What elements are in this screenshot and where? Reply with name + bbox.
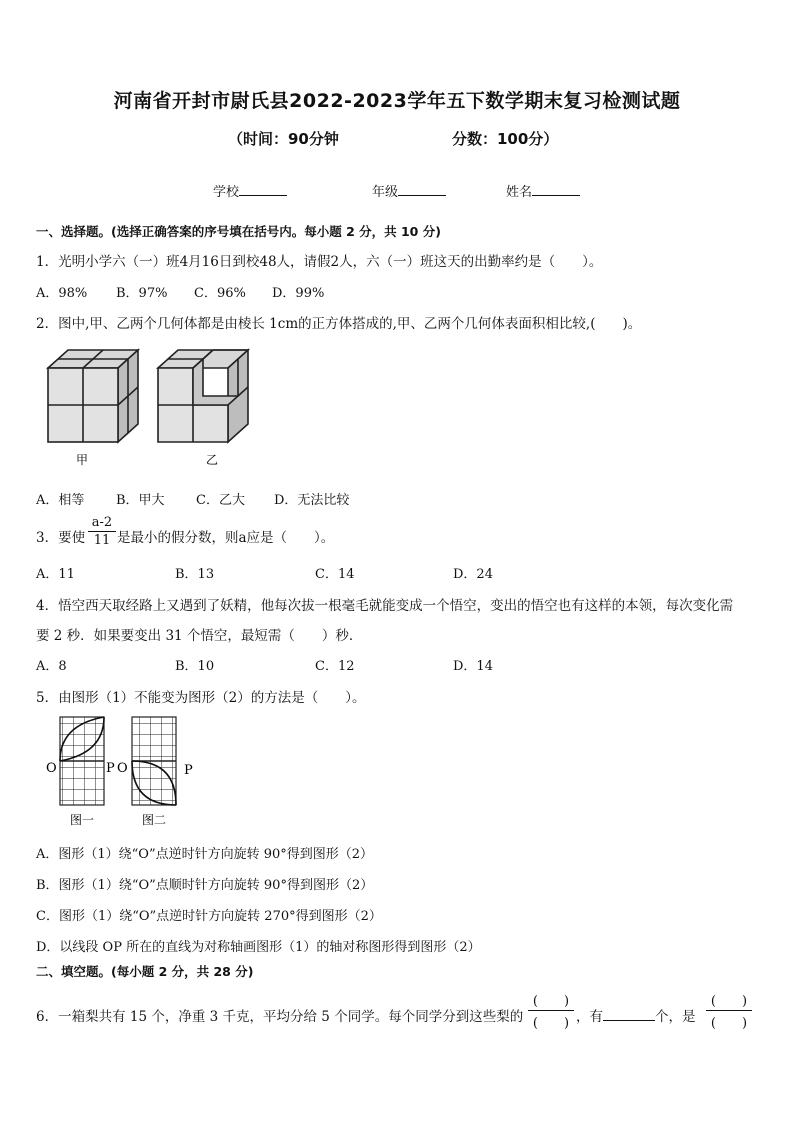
fig-label-2: 图二	[142, 813, 167, 827]
fig-label-1: 图一	[70, 813, 95, 827]
page-title: 河南省开封市尉氏县2022-2023学年五下数学期末复习检测试题	[113, 90, 681, 112]
name-field[interactable]	[506, 181, 580, 200]
q3-option-c[interactable]: C．14	[315, 567, 355, 582]
q6-fraction-blank-2[interactable]	[706, 990, 752, 1031]
question-5: 5．由图形（1）不能变为图形（2）的方法是（ ）。	[36, 690, 366, 706]
q3-option-a[interactable]: A．11	[36, 567, 75, 582]
school-label: 学校	[213, 185, 240, 200]
section-2-heading: 二、填空题。(每小题 2 分，共 28 分)	[36, 964, 254, 979]
grid-figure-1	[60, 717, 104, 805]
school-field[interactable]	[213, 181, 287, 200]
section-1-heading: 一、选择题。(选择正确答案的序号填在括号内。每小题 2 分，共 10 分)	[36, 224, 441, 239]
grade-field[interactable]	[372, 181, 446, 200]
q5-option-d[interactable]: D．以线段 OP 所在的直线为对称轴画图形（1）的轴对称图形得到图形（2）	[36, 940, 481, 955]
question-3-prefix: 3．要使	[36, 530, 86, 546]
q3-fraction-denominator: 11	[93, 533, 111, 548]
q6-frac1-top: ( )	[532, 994, 570, 1009]
question-1: 1．光明小学六（一）班4月16日到校48人，请假2人，六（一）班这天的出勤率约是（ ）。	[36, 254, 603, 270]
q1-option-c[interactable]: C．96%	[194, 286, 246, 301]
fig-label-jia: 甲	[76, 453, 89, 467]
q6-frac2-top: ( )	[710, 994, 748, 1009]
question-6: 6．一箱梨共有 15 个，净重 3 千克，平均分给 5 个同学。每个同学分到这些梨的	[36, 1009, 524, 1025]
q5-option-a[interactable]: A．图形（1）绕“O”点逆时针方向旋转 90°得到图形（2）	[36, 847, 374, 862]
total-score: 分数：100分）	[452, 130, 559, 148]
q1-option-a[interactable]: A．98%	[36, 286, 88, 301]
point-o-2: O	[117, 761, 128, 776]
q5-figure	[40, 712, 210, 832]
cube-jia	[48, 350, 138, 442]
q2-figure	[38, 344, 258, 472]
q5-option-b[interactable]: B．图形（1）绕“O”点顺时针方向旋转 90°得到图形（2）	[36, 878, 374, 893]
name-label: 姓名	[506, 185, 533, 200]
q3-fraction-numerator: a-2	[91, 515, 113, 530]
point-o-1: O	[46, 761, 57, 776]
cube-yi	[158, 350, 248, 442]
q4-option-b[interactable]: B．10	[175, 659, 215, 674]
q4-option-a[interactable]: A．8	[36, 659, 67, 674]
q4-option-d[interactable]: D．14	[453, 659, 493, 674]
q6-frac1-bottom: ( )	[532, 1016, 570, 1031]
q1-option-b[interactable]: B．97%	[116, 286, 168, 301]
q6-count-blank[interactable]	[603, 1008, 655, 1021]
q5-option-c[interactable]: C．图形（1）绕“O”点逆时针方向旋转 270°得到图形（2）	[36, 909, 382, 924]
q2-option-d[interactable]: D．无法比较	[274, 493, 350, 508]
q2-option-b[interactable]: B．甲大	[116, 493, 165, 508]
question-2: 2．图中,甲、乙两个几何体都是由棱长 1cm的正方体搭成的,甲、乙两个几何体表面积相比较,( )。	[36, 316, 642, 332]
q1-option-d[interactable]: D．99%	[272, 286, 325, 301]
q2-option-a[interactable]: A．相等	[36, 493, 85, 508]
q3-option-d[interactable]: D．24	[453, 567, 493, 582]
q3-fraction	[88, 515, 116, 548]
q2-option-c[interactable]: C．乙大	[196, 493, 245, 508]
fig-label-yi: 乙	[206, 453, 219, 467]
q6-mid	[576, 1005, 696, 1025]
q6-mid2-text: 个，是	[655, 1009, 696, 1025]
q3-option-b[interactable]: B．13	[175, 567, 215, 582]
q6-frac2-bottom: ( )	[710, 1016, 748, 1031]
q6-mid-text: ，有	[576, 1009, 603, 1025]
q6-fraction-blank-1[interactable]	[528, 990, 574, 1031]
time-limit: （时间：90分钟	[228, 130, 339, 148]
q4-option-c[interactable]: C．12	[315, 659, 355, 674]
point-p-1: P	[106, 761, 115, 776]
grade-label: 年级	[372, 185, 399, 200]
point-p-2: P	[184, 763, 193, 778]
grid-figure-2	[132, 717, 176, 805]
question-4-line2: 要 2 秒．如果要变出 31 个悟空，最短需（ ）秒．	[36, 628, 363, 644]
question-4-line1: 4．悟空西天取经路上又遇到了妖精，他每次拔一根毫毛就能变成一个悟空，变出的悟空也有这样的本领，每次变化需	[36, 598, 734, 614]
question-3-suffix: 是最小的假分数，则a应是（ ）。	[117, 530, 335, 546]
